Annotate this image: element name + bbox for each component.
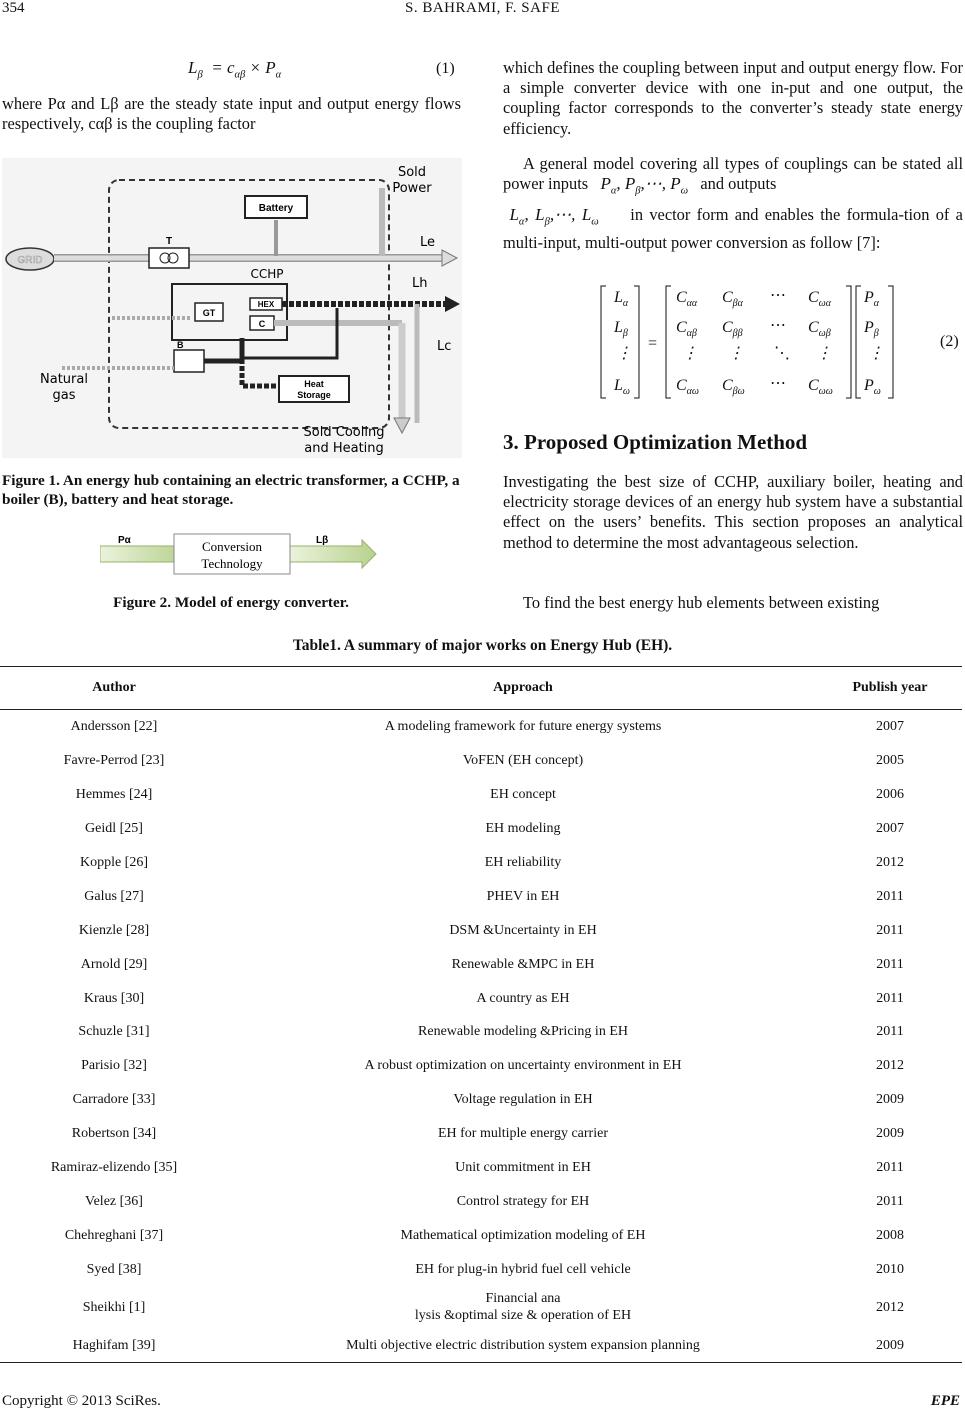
cell-approach: EH for plug-in hybrid fuel cell vehicle	[415, 1261, 631, 1277]
svg-text:Cαα: $C_{\alpha\alpha}$	[676, 289, 698, 309]
right-paragraph-2a: A general model covering all types of couplings can be stated all power inputs $P_\alpha$, $P_\beta,\cdots$, $P_\omega$ and outputs	[503, 154, 963, 197]
cell-author: Robertson [34]	[71, 1126, 157, 1142]
cell-year: 2011	[876, 990, 904, 1006]
cell-approach: Control strategy for EH	[456, 1193, 590, 1209]
svg-text:⋯: ⋯	[770, 317, 786, 334]
cell-year: 2006	[876, 787, 904, 803]
cell-author: Haghifam [39]	[0, 1328, 228, 1362]
table-row	[0, 846, 962, 880]
header-year: Publish year	[818, 667, 962, 710]
cell-year: 2005	[876, 753, 904, 769]
cell-author: Kienzle [28]	[78, 922, 150, 938]
table-row	[0, 1083, 962, 1117]
cell-approach: DSM &Uncertainty in EH	[449, 922, 597, 938]
table-row	[0, 981, 962, 1015]
svg-text:Cωω: $C_{\omega\omega}$	[808, 377, 833, 397]
cell-approach: Multi objective electric distribution system expansion planning	[228, 1328, 818, 1362]
l-beta-label: Lβ	[316, 535, 329, 546]
cell-author: Geidl [25]	[85, 821, 143, 837]
equation-2-number: (2)	[940, 333, 959, 350]
cell-author: Sheikhi [1]	[82, 1299, 146, 1315]
table-row	[0, 947, 962, 981]
svg-text:Cωα: $C_{\omega\alpha}$	[808, 289, 831, 309]
sold-power-label: Sold	[397, 165, 427, 180]
right-paragraph-2b: $L_\alpha$, $L_\beta,\cdots$, $L_\omega$ in vector form and enables the formula-tion of a multi-input, multi-output power conversion as follow [7]:	[503, 205, 963, 252]
conversion-label: Conversion	[202, 539, 262, 554]
table-row	[0, 744, 962, 778]
cell-year: 2007	[876, 719, 904, 735]
p-alpha-label: Pα	[118, 535, 131, 546]
cell-year: 2009	[818, 1328, 962, 1362]
cell-year: 2008	[876, 1227, 904, 1243]
lc-label: Lc	[437, 339, 452, 354]
cell-approach: A country as EH	[476, 990, 570, 1006]
copyright: Copyright © 2013 SciRes.	[2, 1393, 161, 1409]
technology-label: Technology	[201, 556, 263, 571]
cell-author: Hemmes [24]	[75, 787, 153, 803]
cell-approach: Renewable modeling &Pricing in EH	[418, 1024, 628, 1040]
cell-year: 2009	[876, 1126, 904, 1142]
transformer-label: T	[165, 236, 173, 247]
svg-text:⋯: ⋯	[770, 375, 786, 392]
cell-author: Galus [27]	[84, 888, 144, 904]
le-label: Le	[420, 235, 436, 250]
cchp-label: CCHP	[250, 267, 284, 281]
right-paragraph-3: Investigating the best size of CCHP, auxiliary boiler, heating and electricity storage devices of an energy hub system have a substantial effect on the users’ benefits. This section proposes an analytical method to determine the most advantageous selection.	[503, 472, 963, 552]
cell-author: Kopple [26]	[79, 855, 149, 870]
cell-author: Velez [36]	[85, 1193, 143, 1209]
cell-author: Favre-Perrod [23]	[63, 753, 165, 769]
svg-text:Cωβ: $C_{\omega\beta}$	[808, 319, 831, 339]
svg-text:Cββ: $C_{\beta\beta}$	[722, 319, 743, 339]
cell-year: 2011	[876, 1193, 904, 1209]
cell-approach: EH reliability	[484, 855, 562, 870]
svg-text:Cαβ: $C_{\alpha\beta}$	[676, 319, 697, 339]
cell-approach: Mathematical optimization modeling of EH	[400, 1227, 646, 1243]
left-paragraph-1: where Pα and Lβ are the steady state input and output energy flows respectively, cαβ is the coupling factor	[2, 94, 461, 134]
grid-label: GRID	[17, 255, 43, 266]
table-row	[0, 1328, 962, 1362]
cell-year: 2012	[876, 1058, 904, 1074]
cell-year: 2011	[876, 1160, 904, 1176]
svg-text:Pβ: $P_\beta$	[864, 319, 879, 339]
table-row	[0, 1252, 962, 1286]
cell-author: Carradore [33]	[72, 1092, 156, 1108]
section-heading: 3. Proposed Optimization Method	[503, 430, 808, 454]
svg-text:Lβ: $L_\beta$	[614, 319, 628, 339]
heat-storage-label: Heat	[304, 379, 324, 389]
cell-approach: PHEV in EH	[486, 888, 560, 904]
cell-author: Parisio [32]	[81, 1058, 147, 1074]
table-row	[0, 710, 962, 744]
page-number: 354	[2, 0, 25, 16]
cell-approach: A robust optimization on uncertainty environment in EH	[364, 1058, 682, 1074]
cell-year: 2011	[876, 1024, 904, 1040]
table-row	[0, 778, 962, 812]
heat-storage-label-2: Storage	[297, 390, 331, 400]
cell-year: 2007	[876, 821, 904, 837]
svg-text:Cβω: $C_{\beta\omega}$	[722, 377, 745, 397]
svg-text:Lω: $L_\omega$	[614, 377, 630, 397]
svg-text:=: =	[648, 335, 658, 352]
cell-year: 2011	[876, 956, 904, 972]
lh-label: Lh	[412, 276, 428, 291]
natural-gas-label: Natural	[40, 372, 88, 387]
cell-year: 2010	[876, 1261, 904, 1277]
transformer	[149, 248, 189, 268]
svg-text:Pω: $P_\omega$	[864, 377, 881, 397]
svg-text:⋮: ⋮	[682, 345, 698, 362]
table-row	[0, 913, 962, 947]
table-row	[0, 1117, 962, 1151]
equation-2-matrix	[598, 282, 908, 404]
boiler-box	[174, 350, 204, 372]
table-row	[0, 1218, 962, 1252]
figure-2-caption: Figure 2. Model of energy converter.	[113, 594, 349, 611]
equation-1-number: (1)	[436, 60, 455, 77]
cell-approach: VoFEN (EH concept)	[462, 753, 584, 769]
cell-approach: Renewable &MPC in EH	[451, 956, 595, 972]
svg-text:⋯: ⋯	[770, 287, 786, 304]
table-row	[0, 812, 962, 846]
cell-year: 2011	[876, 922, 904, 938]
chiller-label: C	[258, 319, 266, 329]
svg-text:Cαω: $C_{\alpha\omega}$	[676, 377, 699, 397]
cell-approach: EH concept	[490, 787, 556, 803]
cell-author: Kraus [30]	[83, 990, 145, 1006]
cell-approach: Voltage regulation in EH	[453, 1092, 593, 1108]
svg-text:⋱: ⋱	[774, 345, 790, 362]
figure-1-caption: Figure 1. An energy hub containing an electric transformer, a CCHP, a boiler (B), battery and heat storage.	[2, 472, 460, 508]
cell-year: 2009	[876, 1092, 904, 1108]
svg-text:⋮: ⋮	[616, 345, 632, 362]
cell-author: Ramiraz-elizendo [35]	[50, 1160, 178, 1176]
cell-approach: A modeling framework for future energy systems	[384, 719, 662, 735]
cell-year: 2012	[876, 855, 904, 870]
cell-year: 2011	[876, 888, 904, 904]
hex-label: HEX	[257, 300, 275, 309]
figure-2-energy-converter	[100, 532, 380, 580]
table-row	[0, 1286, 962, 1328]
svg-text:Lα: $L_\alpha$	[614, 289, 629, 309]
table-caption: Table1. A summary of major works on Energy Hub (EH).	[292, 637, 673, 654]
cell-year: 2012	[876, 1299, 904, 1315]
cell-author: Syed [38]	[86, 1261, 142, 1277]
natural-gas-label-2: gas	[52, 388, 76, 403]
cell-approach: Financial ana lysis &optimal size & operation of EH	[414, 1291, 632, 1324]
cell-approach: Unit commitment in EH	[455, 1160, 591, 1176]
header-author: Author	[0, 667, 228, 710]
boiler-label: B	[177, 340, 184, 350]
cell-author: Arnold [29]	[80, 956, 148, 972]
sold-cooling-label-2: and Heating	[304, 441, 384, 456]
svg-text:⋮: ⋮	[816, 345, 832, 362]
table-row	[0, 1151, 962, 1185]
figure-1-energy-hub	[2, 158, 462, 458]
table-row	[0, 1184, 962, 1218]
equation-1: $L_\beta = c_{\alpha\beta} \times P_\alpha$	[188, 58, 282, 81]
table-row	[0, 1049, 962, 1083]
cell-approach: EH for multiple energy carrier	[437, 1126, 608, 1142]
gt-label: GT	[202, 308, 216, 318]
summary-table	[0, 666, 962, 1363]
svg-text:⋮: ⋮	[728, 345, 744, 362]
cell-author: Schuzle [31]	[78, 1024, 150, 1040]
cell-author: Andersson [22]	[70, 719, 158, 735]
right-paragraph-1: which defines the coupling between input and output energy flow. For a simple converter device with one in-put and one output, the coupling factor corresponds to the converter’s steady state energy efficiency.	[503, 58, 963, 138]
journal-name: EPE	[930, 1393, 960, 1409]
table-row	[0, 879, 962, 913]
svg-text:Pα: $P_\alpha$	[864, 289, 880, 309]
svg-text:Cβα: $C_{\beta\alpha}$	[722, 289, 743, 309]
cell-approach: EH modeling	[485, 821, 561, 837]
battery-label: Battery	[258, 203, 294, 214]
running-header: S. BAHRAMI, F. SAFE	[404, 0, 560, 16]
sold-cooling-label: Sold Cooling	[303, 425, 385, 440]
right-paragraph-4: To find the best energy hub elements between existing	[523, 593, 880, 612]
cell-author: Chehreghani [37]	[64, 1227, 164, 1243]
header-approach: Approach	[228, 667, 818, 710]
table-row	[0, 1015, 962, 1049]
sold-power-label-2: Power	[392, 181, 432, 196]
svg-text:⋮: ⋮	[868, 345, 884, 362]
